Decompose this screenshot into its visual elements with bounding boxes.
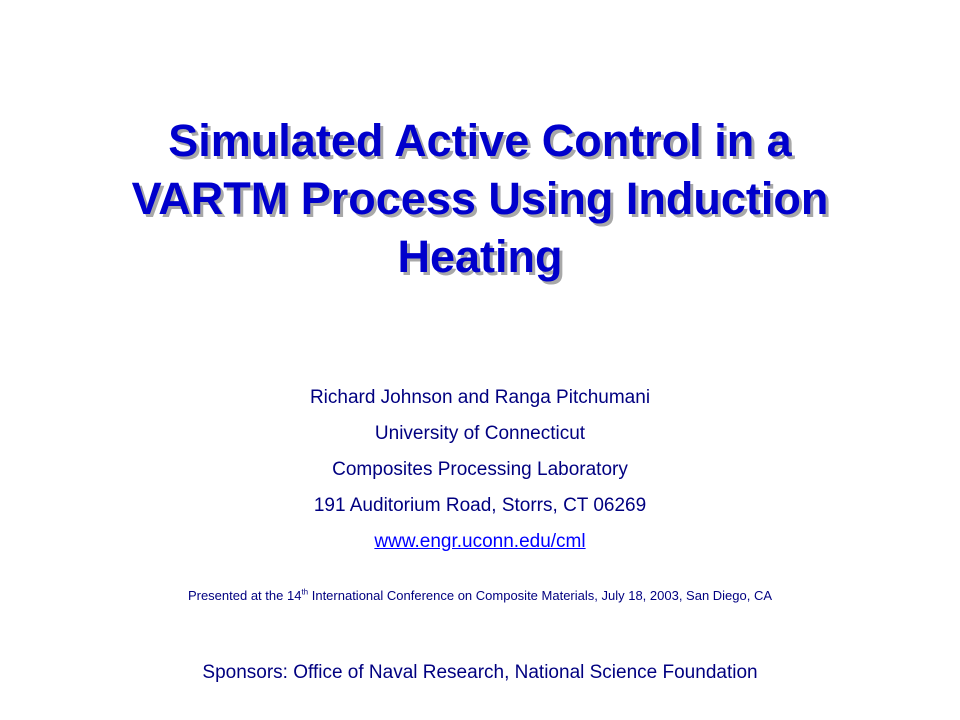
address: 191 Auditorium Road, Storrs, CT 06269 [313,495,647,516]
title-line: VARTM Process Using Induction [131,173,829,224]
presented-note [0,586,960,606]
university-name: University of Connecticut [374,423,586,444]
author-block [0,380,960,560]
website-link[interactable]: www.engr.uconn.edu/cml [374,531,586,552]
sponsors-line: Sponsors: Office of Naval Research, National Science Foundation [202,662,758,683]
title-line: Heating [397,231,563,282]
slide-title [60,112,900,286]
presented-suffix: International Conference on Composite Materials, July 18, 2003, San Diego, CA [308,588,773,603]
lab-name: Composites Processing Laboratory [332,459,628,480]
authors-names: Richard Johnson and Ranga Pitchumani [309,387,651,408]
presented-superscript: th [301,587,309,597]
presented-prefix: Presented at the 14 [187,588,302,603]
title-line: Simulated Active Control in a [168,115,792,166]
